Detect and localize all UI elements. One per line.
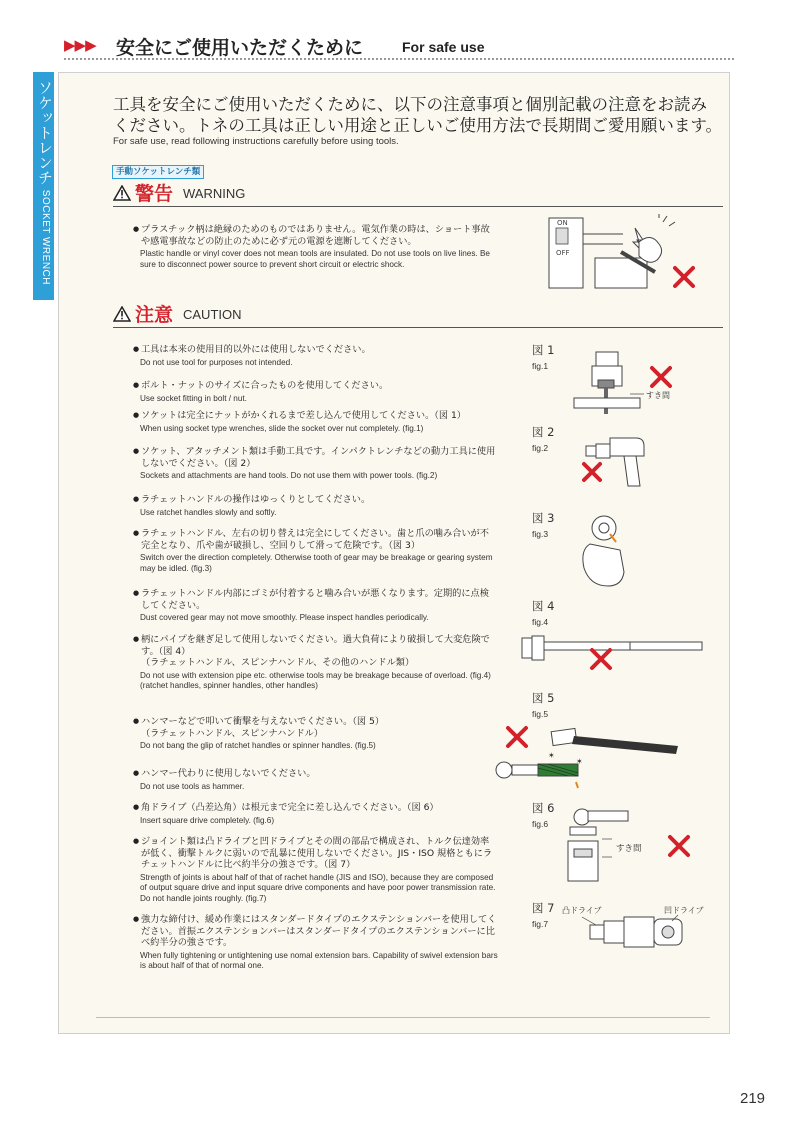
side-tab-label-jp: ソケットレンチ (36, 80, 54, 185)
prohibited-x-icon (584, 464, 600, 480)
caution-item: ● ソケットは完全にナットがかくれるまで差し込んで使用してください。（図 1） When using socket type wrenches, slide the socket over nut completely. (fig.1) (133, 410, 498, 434)
figure-label-7: 図 7 fig.7 (532, 901, 555, 929)
warning-label-jp: 警告 (135, 183, 174, 205)
caution-label-jp: 注意 (135, 304, 174, 326)
warning-item-jp: ● プラスチック柄は絶縁のためのものではありません。電気作業の時は、ショート事故や感電事故などの防止のために必ず元の電源を遮断してください。 (133, 224, 498, 247)
caution-item: ● ハンマー代わりに使用しないでください。 Do not use tools as hammer. (133, 768, 498, 792)
side-tab-label-en: SOCKET WRENCH (40, 189, 51, 285)
header-dotted-rule (64, 58, 734, 60)
figure-label-6: 図 6 fig.6 (532, 801, 555, 829)
fig4-extension-pipe-illustration (518, 628, 708, 672)
header-title-jp: 安全にご使用いただくために (116, 37, 364, 59)
caution-item: ● ジョイント類は凸ドライブと凹ドライブとその間の部品で構成され、トルク伝達効率が低く、衝撃トルクに弱いので乱暴に使用しないでください。JIS・ISO 規格ともにラチェットハンドルに比べ約半分の強さです。（図 7） Strength of joints is about half of that of rachet handle (JIS and ISO), because they are composed of output square drive and input square drive components and have poor power transmission rate. Do not handle joints roughly. (fig.7) (133, 836, 498, 904)
caution-item: ● ソケット、アタッチメント類は手動工具です。インパクトレンチなどの動力工具に使用しないでください。（図 2） Sockets and attachments are hand tools. Do not use them with power tools. (fig.2) (133, 446, 498, 482)
svg-text:凸ドライブ: 凸ドライブ (562, 906, 602, 915)
warning-item-en: Plastic handle or vinyl cover does not mean tools are insulated. Do not use tools on live lines. Be sure to disconnect power source to prevent short circuit or electric shock. (140, 249, 490, 269)
svg-text:すき間: すき間 (616, 844, 642, 854)
header-arrows-icon: ▶▶▶ (64, 36, 96, 54)
svg-text:すき間: すき間 (646, 391, 670, 400)
side-tab-socket-wrench[interactable] (33, 72, 54, 300)
svg-text:✶: ✶ (576, 757, 583, 766)
caution-item: ● ハンマーなどで叩いて衝撃を与えないでください。（図 5） （ラチェットハンドル、スピンナハンドル） Do not bang the glip of ratchet handles or spinner handles. (fig.5) (133, 716, 498, 752)
fig3-ratchet-hand-illustration (570, 510, 640, 590)
fig5-hammer-on-handle-illustration (490, 722, 690, 792)
category-tag: 手動ソケットレンチ類 (112, 165, 204, 179)
figure-label-1: 図 1 fig.1 (532, 343, 555, 371)
prohibited-x-icon (652, 368, 670, 386)
caution-item: ● ラチェットハンドル、左右の切り替えは完全にしてください。歯と爪の噛み合いが不完全となり、爪や歯が破損し、空回りして滑って危険です。（図 3） Switch over the direction completely. Otherwise tooth of gear may be breakage or gearing system may be idled. (fig.3) (133, 528, 498, 574)
page-number: 219 (740, 1090, 766, 1107)
prohibited-x-icon (670, 837, 688, 855)
caution-item: ● ラチェットハンドルの操作はゆっくりとしてください。 Use ratchet handles slowly and softly. (133, 494, 498, 518)
prohibited-x-icon (675, 268, 693, 286)
caution-item: ● 柄にパイプを継ぎ足して使用しないでください。過大負荷により破損して大変危険です。（図 4） （ラチェットハンドル、スピンナハンドル、その他のハンドル類） Do not use with extension pipe etc. otherwise tools may be breakage because of overload. (fig.4) (ratchet handles, spinner handles, other handles) (133, 634, 498, 692)
caution-triangle-icon (113, 306, 131, 322)
page-header (64, 36, 734, 60)
fig7-universal-joint-illustration (560, 903, 710, 963)
svg-text:OFF: OFF (556, 249, 570, 257)
intro-text-jp: 工具を安全にご使用いただくために、以下の注意事項と個別記載の注意をお読みください。トネの工具は正しい用途と正しいご使用方法で長期間ご愛用願います。 (113, 95, 723, 135)
warning-triangle-icon (113, 185, 131, 201)
fig2-impact-wrench-illustration (572, 428, 672, 494)
intro-text-en: For safe use, read following instructions carefully before using tools. (113, 136, 399, 147)
figure-label-5: 図 5 fig.5 (532, 691, 555, 719)
prohibited-x-icon (592, 650, 610, 668)
fig1-socket-on-nut-illustration (570, 350, 720, 420)
svg-text:凹ドライブ: 凹ドライブ (664, 906, 704, 915)
caution-item: ● ラチェットハンドル内部にゴミが付着すると噛み合いが悪くなります。定期的に点検してください。 Dust covered gear may not move smoothly. Please inspect handles periodically. (133, 588, 498, 624)
caution-item: ● ボルト・ナットのサイズに合ったものを使用してください。 Use socket fitting in bolt / nut. (133, 380, 498, 404)
fig6-square-drive-gap-illustration (560, 805, 710, 885)
svg-text:✶: ✶ (548, 751, 555, 760)
electric-shock-illustration (543, 214, 703, 296)
caution-item: ● 強力な締付け、緩め作業にはスタンダードタイプのエクステンションバーを使用してください。首振エクステンションバーはスタンダードタイプのエクステンションバーに比べ約半分の強さです。 When fully tightening or untightening use nomal extension bars. Capability of swivel extension bars is about half of that of normal one. (133, 914, 498, 972)
warning-label-en: WARNING (183, 186, 246, 201)
figure-label-2: 図 2 fig.2 (532, 425, 555, 453)
caution-item: ● 角ドライブ（凸差込角）は根元まで完全に差し込んでください。（図 6） Insert square drive completely. (fig.6) (133, 802, 498, 826)
svg-text:ON: ON (557, 219, 568, 227)
caution-item: ● 工具は本来の使用目的以外には使用しないでください。 Do not use tool for purposes not intended. (133, 344, 498, 368)
warning-item (133, 224, 498, 270)
panel-footer-rule (96, 1017, 710, 1018)
prohibited-x-icon (508, 728, 526, 746)
header-title-en: For safe use (402, 39, 485, 55)
figure-label-3: 図 3 fig.3 (532, 511, 555, 539)
caution-label-en: CAUTION (183, 307, 242, 322)
figure-label-4: 図 4 fig.4 (532, 599, 555, 627)
